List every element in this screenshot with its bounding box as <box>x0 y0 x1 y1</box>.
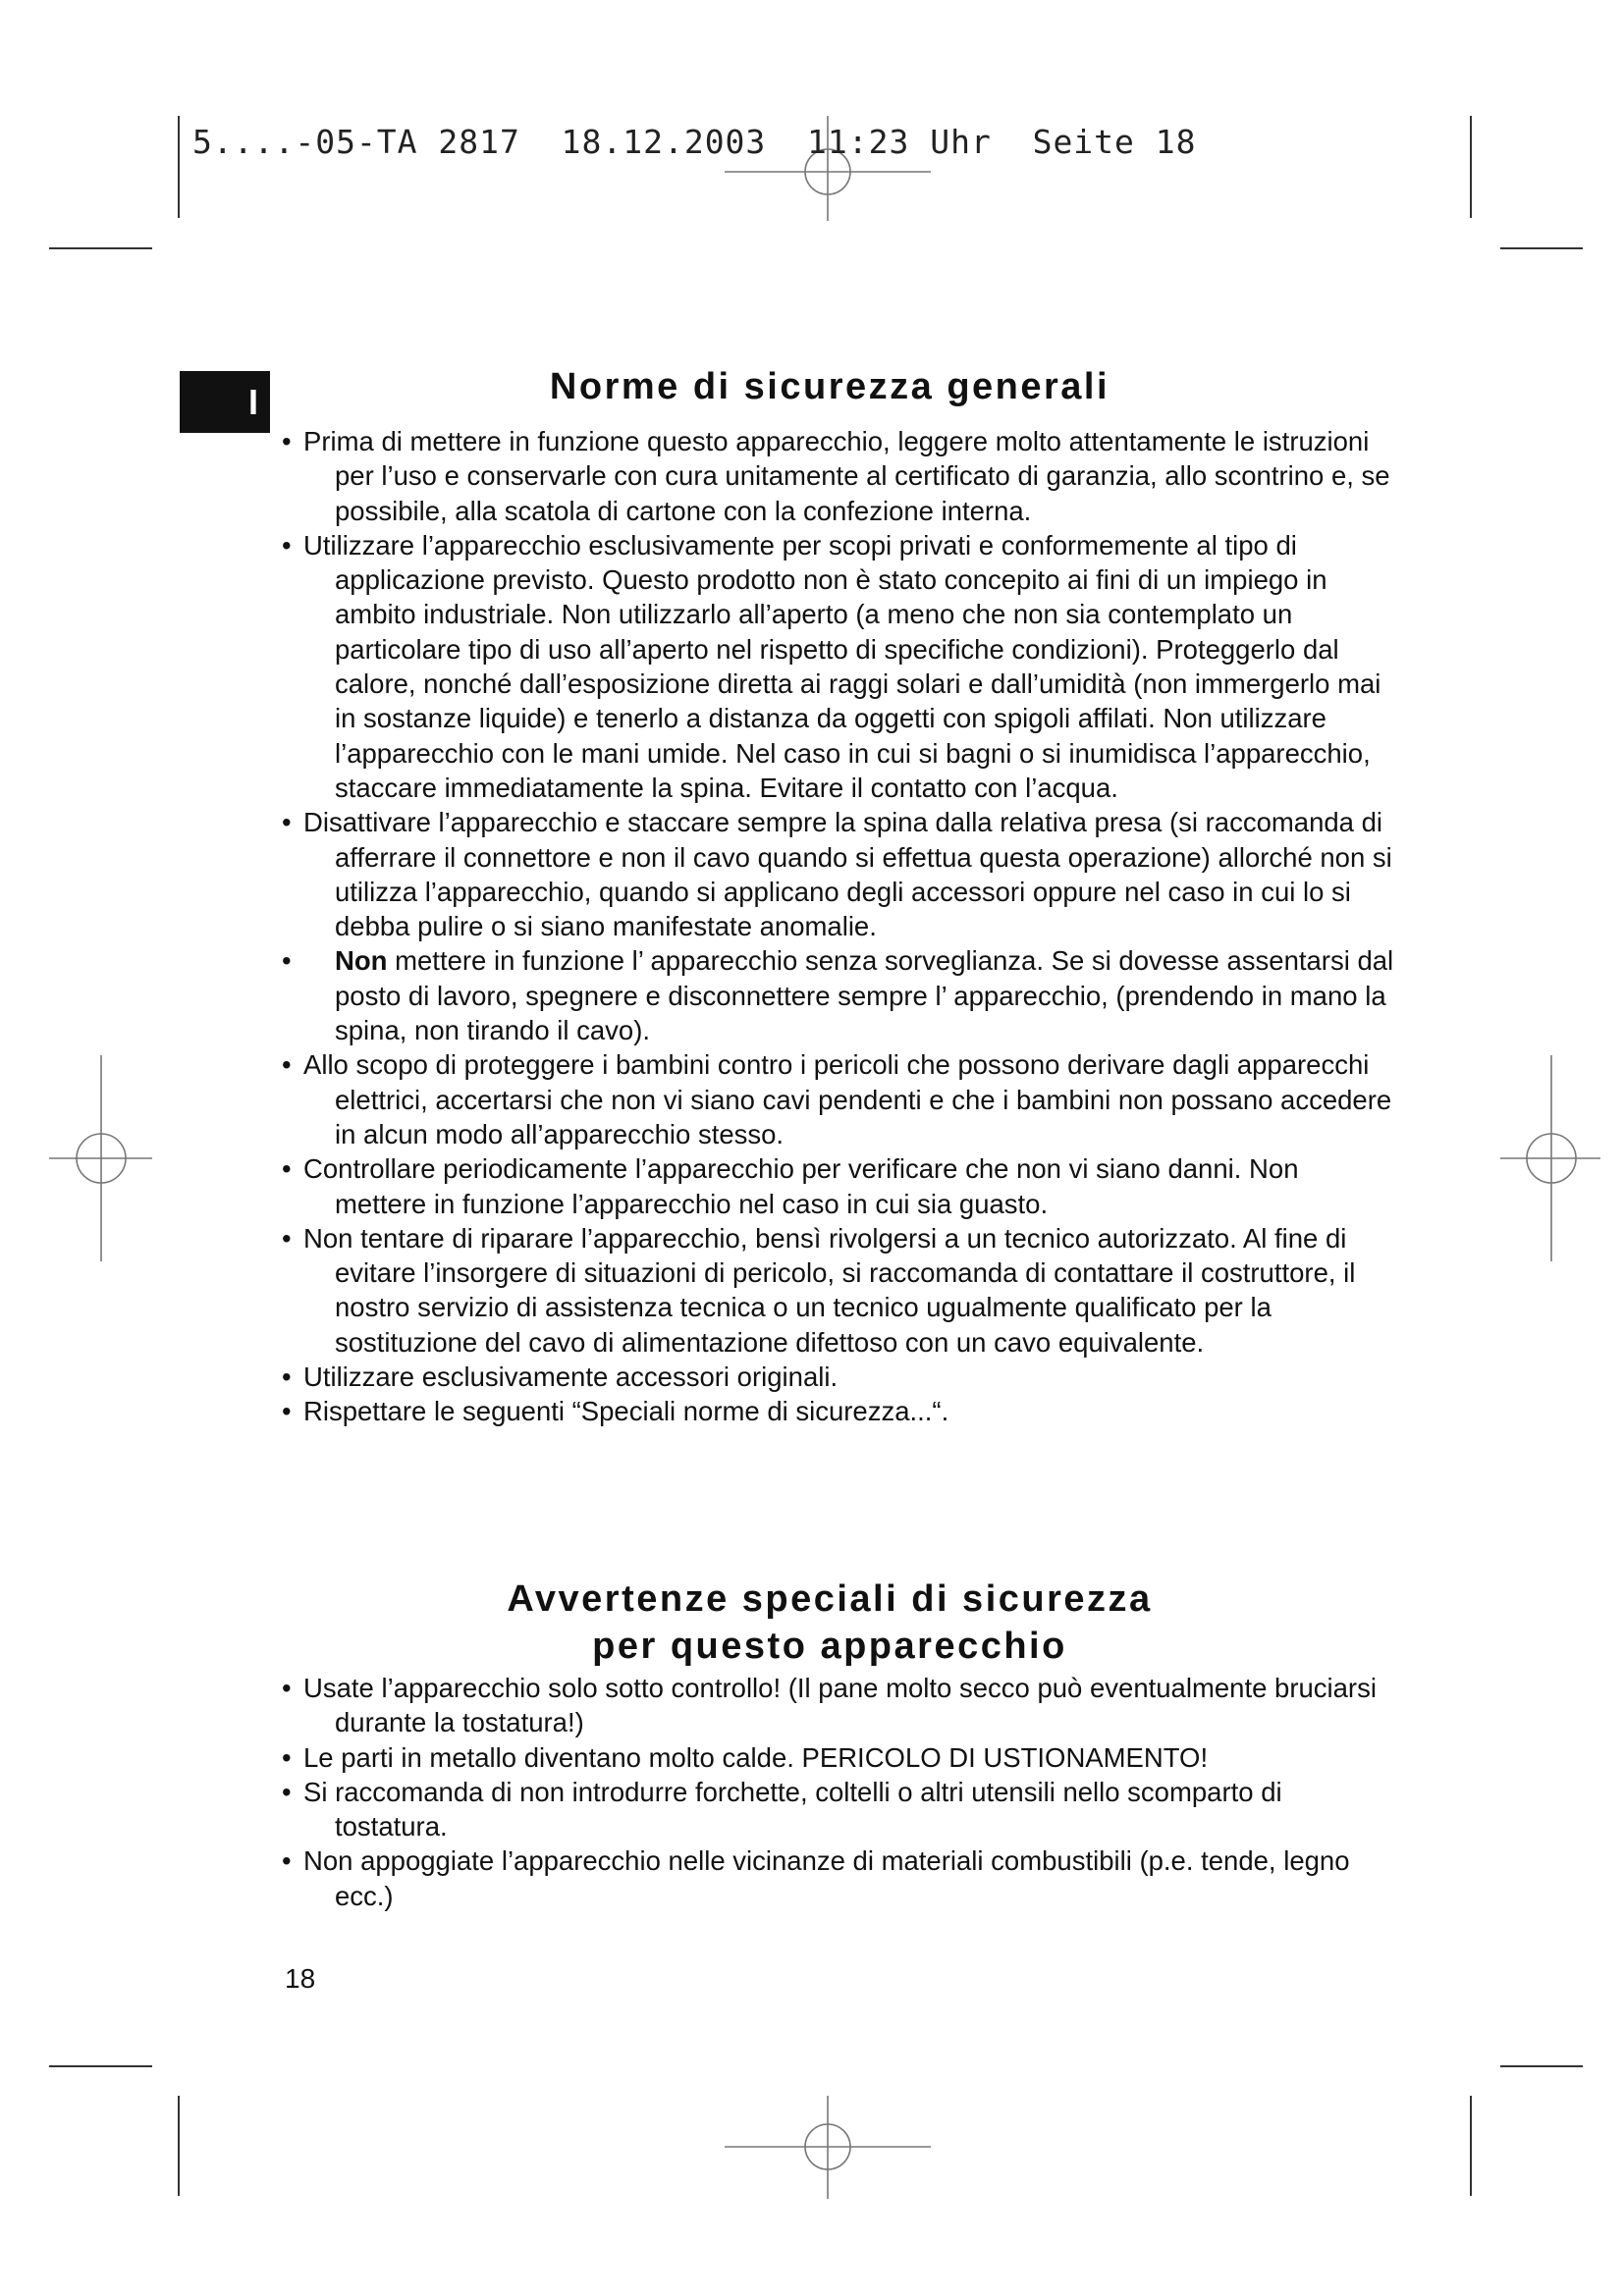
list-item-text: Le parti in metallo diventano molto calde. PERICOLO DI USTIONAMENTO! <box>303 1741 1209 1773</box>
list-item <box>282 1740 1396 1775</box>
list-item <box>282 1775 1396 1844</box>
general-safety-list <box>282 424 1396 1429</box>
bullet: • <box>282 1222 292 1254</box>
list-item-text: Controllare periodicamente l’apparecchio per verificare che non vi siano danni. Non mettere in funzione l’apparecchio nel caso in cui sia guasto. <box>303 1153 1299 1219</box>
list-item-text: Utilizzare l’apparecchio esclusivamente per scopi privati e conformemente al tipo di applicazione previsto. Questo prodotto non è stato concepito ai fini di un impiego in ambito industriale. Non utilizzarlo all’aperto (a meno che non sia contemplato un particolare tipo di uso all’aperto nel rispetto di specifiche condizioni). Proteggerlo dal calore, nonché dall’esposizione diretta ai raggi solari e dall’umidità (non immergerlo mai in sostanze liquide) e tenerlo a distanza da oggetti con spigoli affilati. Non utilizzare l’apparecchio con le mani umide. Nel caso in cui si bagni o si inumidisca l’apparecchio, staccare immediatamente la spina. Evitare il contatto con l’acqua. <box>303 529 1381 803</box>
list-item <box>282 943 1396 1047</box>
section-title-general-safety: Norme di sicurezza generali <box>549 366 1110 407</box>
bullet: • <box>282 1673 292 1703</box>
list-item-text: mettere in funzione l’ apparecchio senza sorveglianza. Se si dovesse assentarsi dal posto di lavoro, spegnere e disconnettere sempre l’ apparecchio, (prendendo in mano la spina, non tirando il cavo). <box>335 945 1394 1046</box>
list-item <box>282 1221 1396 1360</box>
bullet: • <box>282 1845 292 1877</box>
list-item-text: Usate l’apparecchio solo sotto controllo! (Il pane molto secco può eventualmente bruciarsi durante la tostatura!) <box>303 1673 1377 1738</box>
bullet: • <box>282 1776 292 1807</box>
bullet: • <box>282 1741 292 1773</box>
list-item-emphasis: Non <box>335 945 388 977</box>
bullet: • <box>282 1362 292 1393</box>
list-item <box>282 424 1396 528</box>
list-item-text: Utilizzare esclusivamente accessori originali. <box>303 1362 839 1393</box>
list-item <box>282 1394 1396 1428</box>
section-title-line-1: Avvertenze speciali di sicurezza <box>507 1578 1153 1620</box>
bullet: • <box>282 426 292 456</box>
printer-slug-line: 5....-05-TA 2817 18.12.2003 11:23 Uhr Seite 18 <box>192 123 1197 161</box>
list-item <box>282 1671 1396 1740</box>
list-item <box>282 1047 1396 1151</box>
bullet: • <box>282 1049 292 1081</box>
list-item <box>282 805 1396 943</box>
list-item-text: Si raccomanda di non introdurre forchette, coltelli o altri utensili nello scomparto di tostatura. <box>303 1776 1282 1842</box>
bullet: • <box>282 1153 292 1185</box>
list-item-text: Rispettare le seguenti “Speciali norme di sicurezza...“. <box>303 1396 949 1427</box>
list-item <box>282 1843 1396 1913</box>
list-item-text: Prima di mettere in funzione questo apparecchio, leggere molto attentamente le istruzioni per l’uso e conservarle con cura unitamente al certificato di garanzia, allo scontrino e, se possibile, alla scatola di cartone con la confezione interna. <box>303 426 1390 526</box>
list-item <box>282 528 1396 805</box>
list-item <box>282 1151 1396 1221</box>
page-number: 18 <box>285 1963 316 1994</box>
bullet: • <box>282 529 292 561</box>
section-title-appliance-warnings <box>285 1575 1375 1670</box>
list-item <box>282 1360 1396 1394</box>
list-item-text: Disattivare l’apparecchio e staccare sempre la spina dalla relativa presa (si raccomanda di afferrare il connettore e non il cavo quando si effettua questa operazione) allorché non si utilizza l’apparecchio, quando si applicano degli accessori oppure nel caso in cui lo si debba pulire o si siano manifestate anomalie. <box>303 807 1392 942</box>
list-item-text: Non appoggiate l’apparecchio nelle vicinanze di materiali combustibili (p.e. tende, legno ecc.) <box>303 1845 1350 1911</box>
section-title-line-2: per questo apparecchio <box>592 1626 1067 1667</box>
bullet: • <box>282 1396 292 1427</box>
bullet: • <box>282 945 292 977</box>
language-tab: I <box>180 371 270 433</box>
bullet: • <box>282 807 292 838</box>
appliance-warnings-list <box>282 1671 1396 1913</box>
list-item-text: Allo scopo di proteggere i bambini contro i pericoli che possono derivare dagli apparecchi elettrici, accertarsi che non vi siano cavi pendenti e che i bambini non possano accedere in alcun modo all’apparecchio stesso. <box>303 1049 1392 1149</box>
list-item-text: Non tentare di riparare l’apparecchio, bensì rivolgersi a un tecnico autorizzato. Al fine di evitare l’insorgere di situazioni di pericolo, si raccomanda di contattare il costruttore, il nostro servizio di assistenza tecnica o un tecnico ugualmente qualificato per la sostituzione del cavo di alimentazione difettoso con un cavo equivalente. <box>303 1222 1356 1358</box>
